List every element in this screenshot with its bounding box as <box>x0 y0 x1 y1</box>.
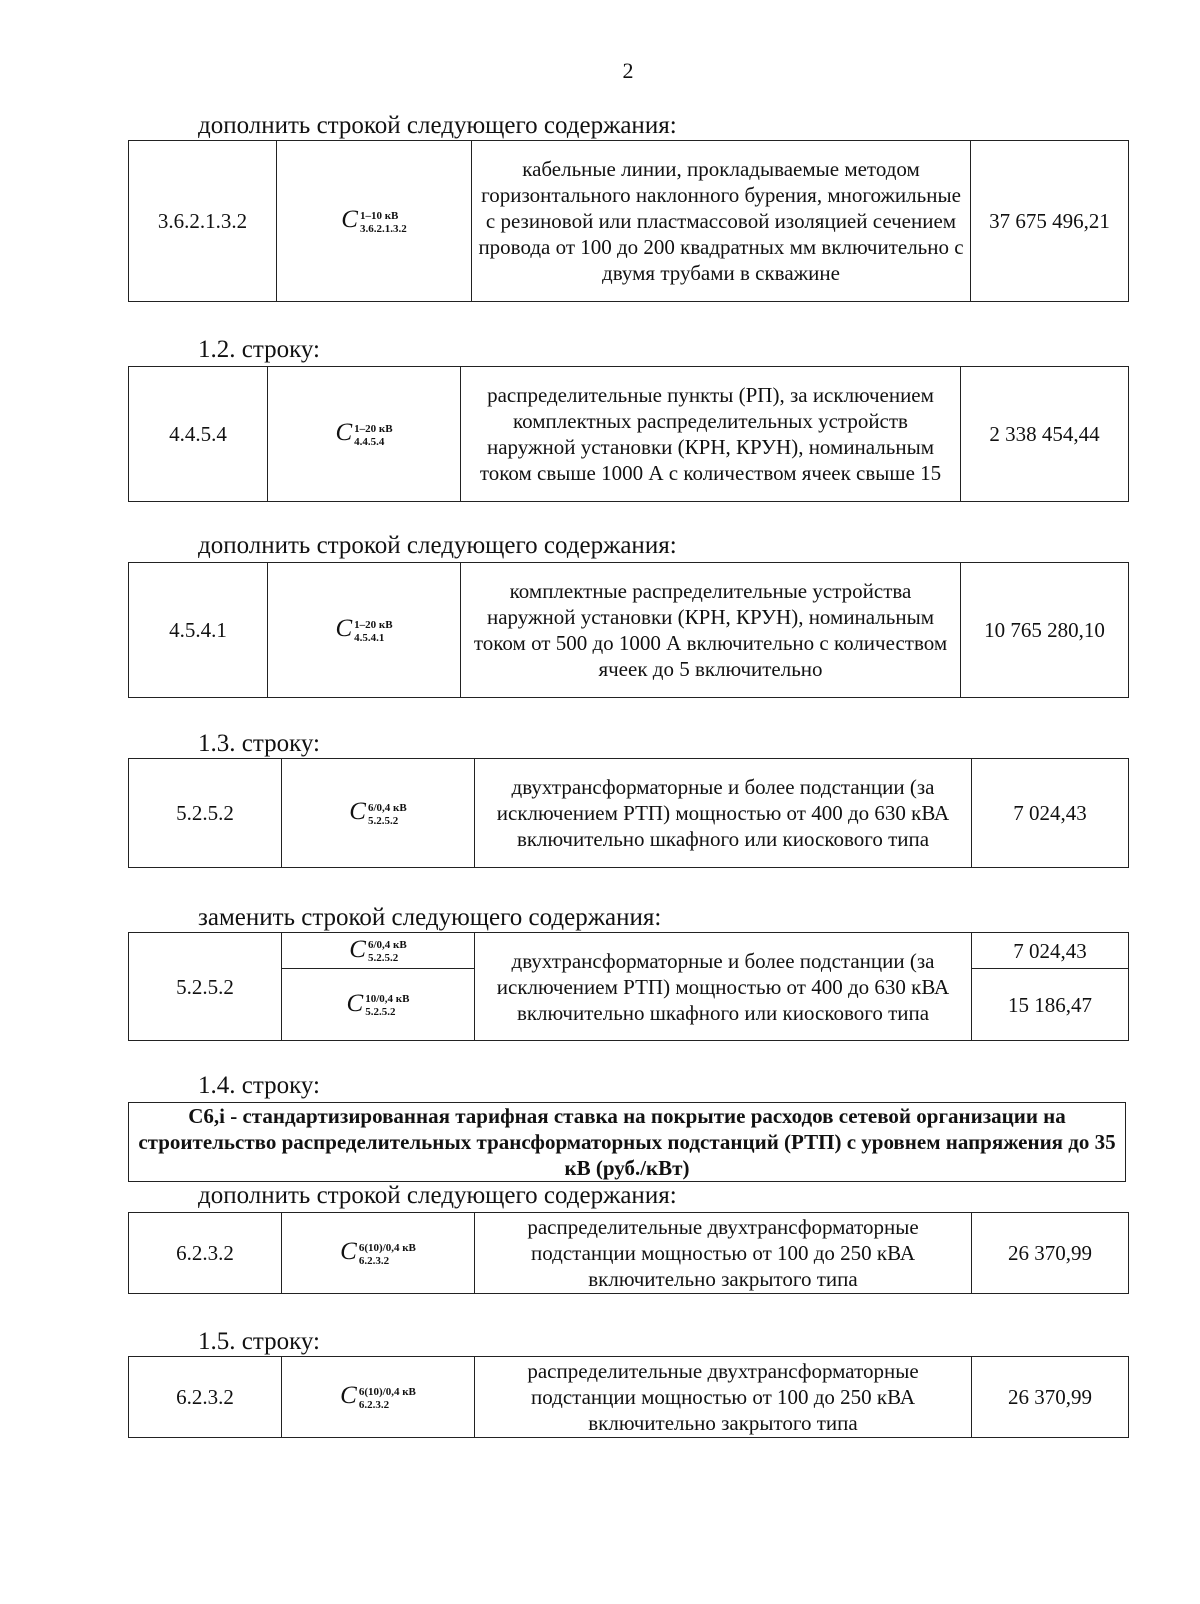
tariff-symbol: C 1–20 кВ 4.4.5.4 <box>268 367 461 502</box>
row-value: 26 370,99 <box>972 1357 1129 1438</box>
row-description: распределительные пункты (РП), за исключением комплектных распределительных устройств наружной установки (КРН, КРУН), номинальным током свыше 1000 А с количеством ячеек свыше 15 <box>461 367 961 502</box>
tariff-symbol: C 6(10)/0,4 кВ 6.2.3.2 <box>282 1213 475 1294</box>
row-code: 5.2.5.2 <box>129 759 282 868</box>
tariff-table <box>128 1356 1129 1438</box>
section-heading: дополнить строкой следующего содержания: <box>198 532 677 559</box>
row-description: распределительные двухтрансформаторные подстанции мощностью от 100 до 250 кВА включительно закрытого типа <box>475 1213 972 1294</box>
section-heading: дополнить строкой следующего содержания: <box>198 112 677 139</box>
tariff-definition: С6,i - стандартизированная тарифная ставка на покрытие расходов сетевой организации на строительство распределительных трансформаторных подстанций (РТП) с уровнем напряжения до 35 кВ (руб./кВт) <box>129 1103 1126 1182</box>
section-heading: 1.3. строку: <box>198 730 320 757</box>
table-row <box>129 1213 1129 1294</box>
row-value: 37 675 496,21 <box>971 141 1129 302</box>
table-row <box>129 759 1129 868</box>
note-table <box>128 1102 1126 1182</box>
table-row <box>129 933 1129 969</box>
row-value: 26 370,99 <box>972 1213 1129 1294</box>
tariff-table <box>128 562 1129 698</box>
tariff-table <box>128 1212 1129 1294</box>
tariff-symbol: C 1–10 кВ 3.6.2.1.3.2 <box>277 141 472 302</box>
row-code: 4.5.4.1 <box>129 563 268 698</box>
row-code: 5.2.5.2 <box>129 933 282 1041</box>
tariff-symbol: C 6(10)/0,4 кВ 6.2.3.2 <box>282 1357 475 1438</box>
row-value: 7 024,43 <box>972 759 1129 868</box>
table-row <box>129 1103 1126 1182</box>
section-heading: 1.5. строку: <box>198 1328 320 1355</box>
row-description: распределительные двухтрансформаторные подстанции мощностью от 100 до 250 кВА включительно закрытого типа <box>475 1357 972 1438</box>
table-row <box>129 141 1129 302</box>
section-heading: дополнить строкой следующего содержания: <box>198 1182 677 1209</box>
tariff-symbol: C 10/0,4 кВ 5.2.5.2 <box>282 969 475 1041</box>
row-description: кабельные линии, прокладываемые методом горизонтального наклонного бурения, многожильные с резиновой или пластмассовой изоляцией сечением провода от 100 до 200 квадратных мм включительно с двумя трубами в скважине <box>472 141 971 302</box>
section-heading: 1.2. строку: <box>198 336 320 363</box>
tariff-symbol: C 1–20 кВ 4.5.4.1 <box>268 563 461 698</box>
row-description: двухтрансформаторные и более подстанции (за исключением РТП) мощностью от 400 до 630 кВА включительно шкафного или киоскового типа <box>475 759 972 868</box>
tariff-symbol: C 6/0,4 кВ 5.2.5.2 <box>282 933 475 969</box>
row-code: 6.2.3.2 <box>129 1357 282 1438</box>
table-row <box>129 1357 1129 1438</box>
row-description: двухтрансформаторные и более подстанции (за исключением РТП) мощностью от 400 до 630 кВА включительно шкафного или киоскового типа <box>475 933 972 1041</box>
row-code: 6.2.3.2 <box>129 1213 282 1294</box>
tariff-table <box>128 758 1129 868</box>
row-code: 4.4.5.4 <box>129 367 268 502</box>
section-heading: заменить строкой следующего содержания: <box>198 904 662 931</box>
page-number: 2 <box>622 58 634 83</box>
tariff-table <box>128 140 1129 302</box>
row-value: 15 186,47 <box>972 969 1129 1041</box>
row-value: 2 338 454,44 <box>961 367 1129 502</box>
tariff-table <box>128 366 1129 502</box>
section-heading: 1.4. строку: <box>198 1072 320 1099</box>
table-row <box>129 367 1129 502</box>
row-code: 3.6.2.1.3.2 <box>129 141 277 302</box>
row-value: 10 765 280,10 <box>961 563 1129 698</box>
row-description: комплектные распределительные устройства наружной установки (КРН, КРУН), номинальным током от 500 до 1000 А включительно с количеством ячеек до 5 включительно <box>461 563 961 698</box>
table-row <box>129 563 1129 698</box>
tariff-symbol: C 6/0,4 кВ 5.2.5.2 <box>282 759 475 868</box>
row-value: 7 024,43 <box>972 933 1129 969</box>
tariff-table <box>128 932 1129 1041</box>
